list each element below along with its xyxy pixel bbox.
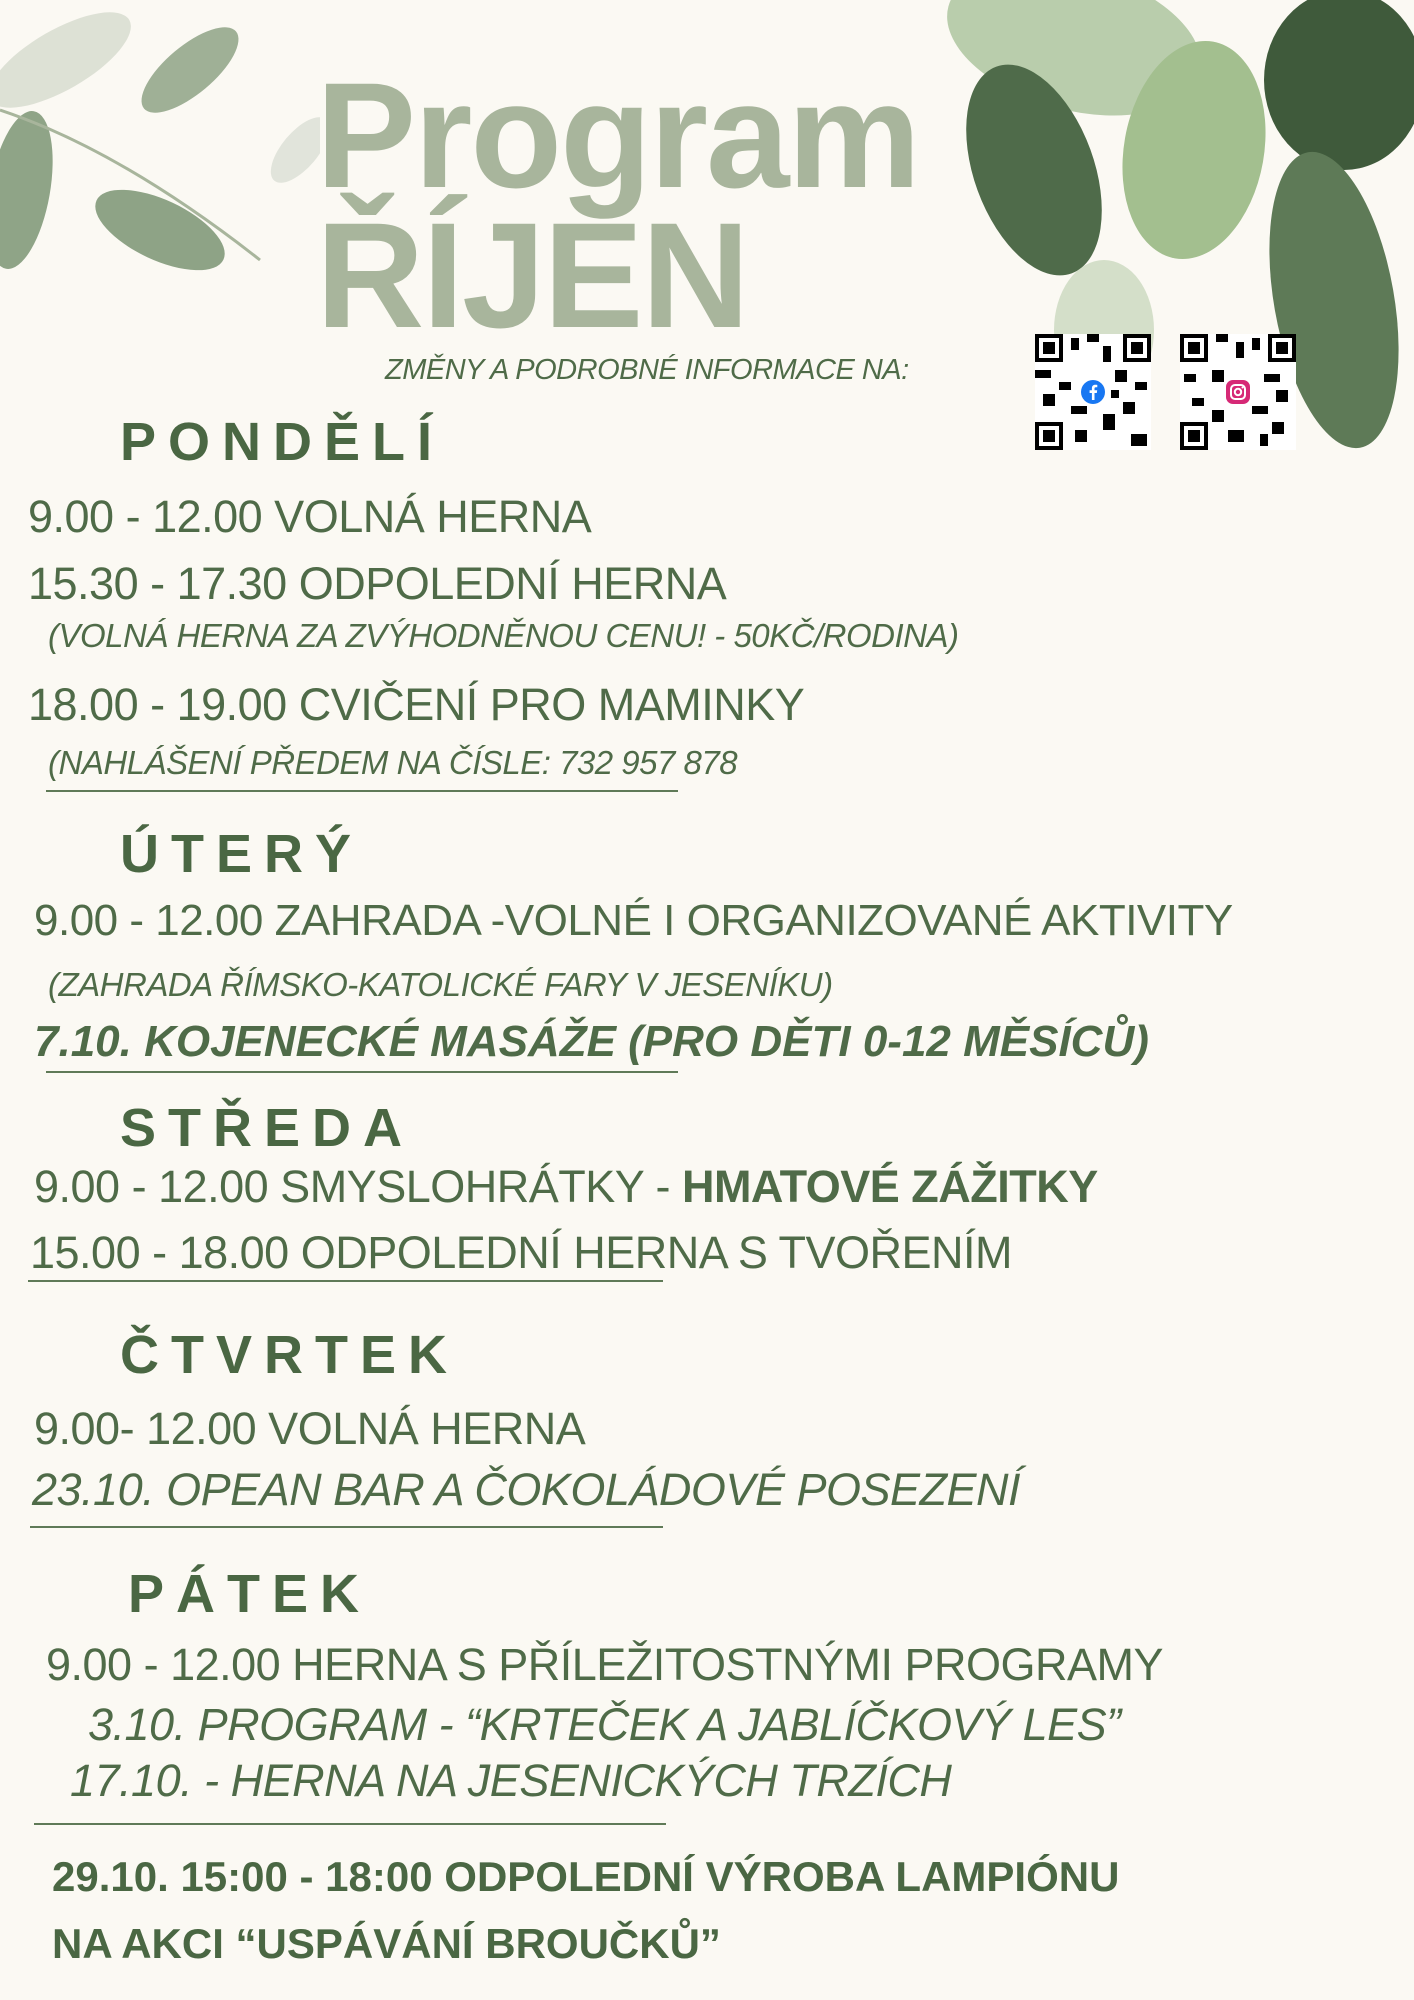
title-program: Program [316, 51, 919, 219]
facebook-icon [1080, 379, 1106, 405]
schedule-item: 9.00 - 12.00 HERNA S PŘÍLEŽITOSTNÝMI PROGRAMY [46, 1639, 1164, 1690]
day-heading-tuesday: ÚTERÝ [120, 824, 364, 884]
info-text: ZMĚNY A PODROBNÉ INFORMACE NA: [385, 354, 909, 386]
divider [46, 790, 678, 792]
day-heading-thursday: ČTVRTEK [120, 1325, 459, 1385]
schedule-event: 3.10. PROGRAM - “KRTEČEK A JABLÍČKOVÝ LES” [88, 1699, 1121, 1750]
divider [28, 1280, 663, 1282]
divider [30, 1526, 663, 1528]
special-event-line1: 29.10. 15:00 - 18:00 ODPOLEDNÍ VÝROBA LAMPIÓNU [52, 1853, 1120, 1900]
divider [46, 1071, 678, 1073]
schedule-event: 7.10. KOJENECKÉ MASÁŽE (PRO DĚTI 0-12 MĚSÍCŮ) [34, 1017, 1149, 1066]
schedule-event: 17.10. - HERNA NA JESENICKÝCH TRZÍCH [70, 1755, 952, 1806]
day-heading-wednesday: STŘEDA [120, 1098, 415, 1158]
leaves-top-left-decoration [0, 0, 320, 320]
schedule-item-highlight: HMATOVÉ ZÁŽITKY [681, 1161, 1098, 1212]
schedule-item: 18.00 - 19.00 CVIČENÍ PRO MAMINKY [28, 679, 805, 730]
facebook-qr-code[interactable] [1035, 334, 1151, 450]
day-heading-friday: PÁTEK [128, 1564, 372, 1624]
schedule-item: 15.30 - 17.30 ODPOLEDNÍ HERNA [28, 558, 727, 609]
schedule-item: 15.00 - 18.00 ODPOLEDNÍ HERNA S TVOŘENÍM [30, 1227, 1013, 1278]
title-month: ŘÍJEN [316, 191, 748, 359]
schedule-note: (ZAHRADA ŘÍMSKO-KATOLICKÉ FARY V JESENÍKU) [48, 966, 833, 1003]
day-heading-monday: PONDĚLÍ [120, 412, 445, 472]
schedule-item-text: 9.00 - 12.00 SMYSLOHRÁTKY - [34, 1161, 682, 1212]
schedule-note: (VOLNÁ HERNA ZA ZVÝHODNĚNOU CENU! - 50KČ/RODINA) [48, 617, 959, 654]
divider [34, 1823, 666, 1825]
leaves-top-right-decoration [914, 0, 1414, 470]
schedule-event: 23.10. OPEAN BAR A ČOKOLÁDOVÉ POSEZENÍ [32, 1464, 1021, 1515]
schedule-item: 9.00 - 12.00 VOLNÁ HERNA [28, 491, 592, 542]
instagram-icon [1225, 379, 1251, 405]
instagram-qr-code[interactable] [1180, 334, 1296, 450]
schedule-note: (NAHLÁŠENÍ PŘEDEM NA ČÍSLE: 732 957 878 [48, 744, 738, 781]
schedule-item [34, 1161, 1098, 1212]
special-event-line2: NA AKCI “USPÁVÁNÍ BROUČKŮ” [52, 1920, 721, 1967]
schedule-item: 9.00- 12.00 VOLNÁ HERNA [34, 1403, 586, 1454]
schedule-item: 9.00 - 12.00 ZAHRADA -VOLNÉ I ORGANIZOVANÉ AKTIVITY [34, 896, 1233, 945]
